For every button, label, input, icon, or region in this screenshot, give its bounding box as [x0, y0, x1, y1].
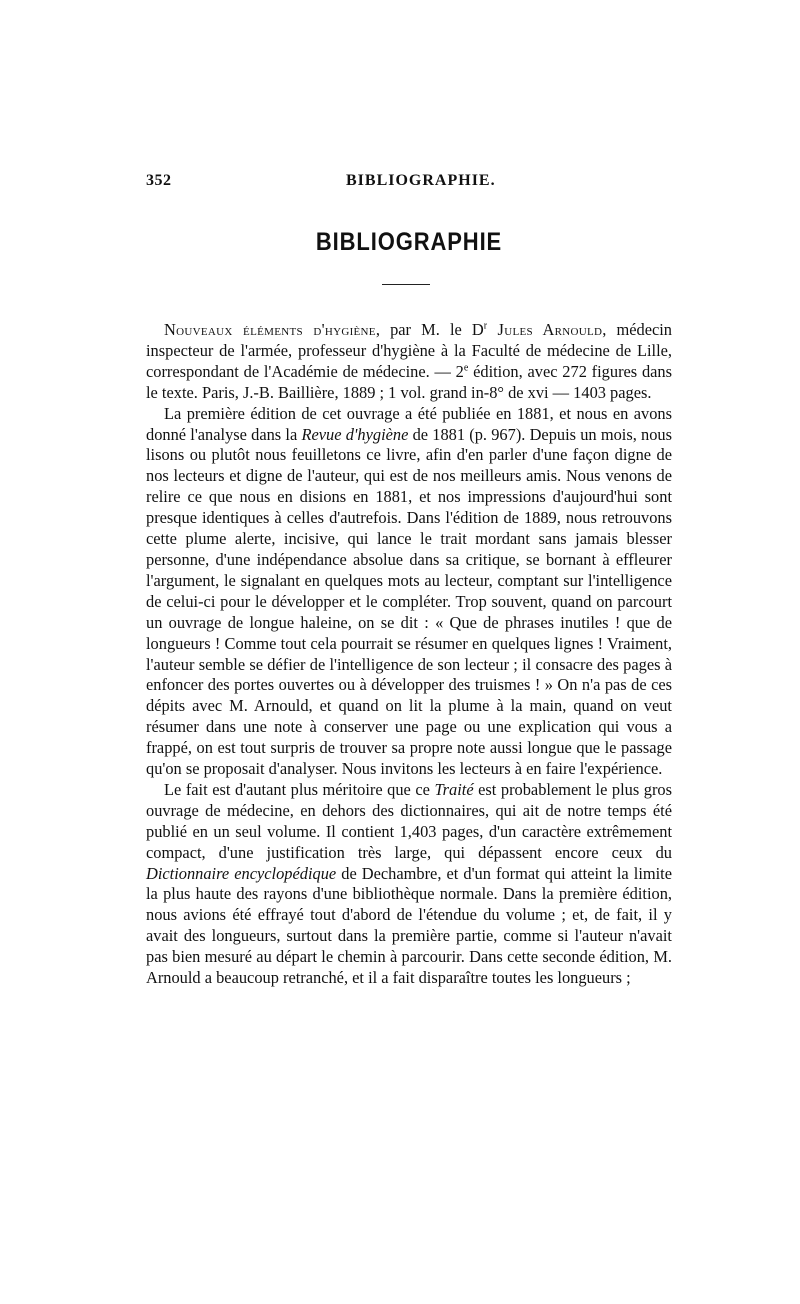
- paragraph-2-text-b: est probablement le plus gros ouvrage de médecine, en dehors des dictionnaires, qui ait de notre temps été publié en un seul volume. Il contient 1,403 pages, d'un caractère extrêmement compact, d'une justification très large, qui dépassent encore ceux du: [146, 779, 672, 862]
- book-title: Nouveaux éléments d'hygiène: [164, 320, 376, 339]
- paragraph-1-text-b: de 1881 (p. 967). Depuis un mois, nous lisons ou plutôt nous feuilletons ce livre, afin d'en parler d'une façon digne de nos lecteurs et digne de l'auteur, qui est de nos meilleurs amis. Nous venons de relire ce que nous en disions en 1881, et nos impressions d'aujourd'hui sont presque identiques à celles d'autrefois. Dans l'édition de 1889, nous retrouvons cette plume alerte, incisive, qui lance le trait mordant sans jamais blesser personne, d'une indépendance absolue dans sa critique, se bornant à effleurer l'argument, le signalant en quelques mots au lecteur, comptant sur l'intelligence de celui-ci pour le développer et le compléter. Trop souvent, quand on parcourt un ouvrage de longue haleine, on se dit : « Que de phrases inutiles ! que de longueurs ! Comme tout cela pourrait se résumer en quelques lignes ! Vraiment, l'auteur semble se défier de l'intelligence de son lecteur ; il consacre des pages à enfoncer des portes ouvertes ou à développer des truismes ! » On n'a pas de ces dépits avec M. Arnould, et quand on lit la plume à la main, quand on veut résumer dans une note à conserver une page ou une explication qui vous a frappé, on est tout surpris de trouver sa propre note aussi longue que le passage qu'on se proposait d'analyser. Nous invitons les lecteurs à en faire l'expérience.: [146, 424, 672, 779]
- dr-superscript: r: [483, 320, 488, 332]
- title-rule: [382, 284, 430, 285]
- entry-details: , médecin inspecteur de l'armée, professeur d'hygiène à la Faculté de médecine de Lille, correspondant de l'Académie de médecine. — 2: [146, 320, 672, 381]
- section-title: BIBLIOGRAPHIE: [315, 228, 503, 256]
- paragraph-2-text-c: de Dechambre, et d'un format qui atteint la limite la plus haute des rayons d'une bibliothèque normale. Dans la première édition, nous avions été effrayé tout d'abord de l'étendue du volume ; et, de fait, il y avait des longueurs, surtout dans la première partie, comme si l'auteur n'avait pas bien mesuré au départ le chemin à parcourir. Dans cette seconde édition, M. Arnould a beaucoup retranché, et il a fait disparaître toutes les longueurs ;: [146, 863, 673, 988]
- page-number: 352: [146, 172, 172, 189]
- dictionnaire-title: Dictionnaire encyclopédique: [146, 863, 337, 883]
- running-title: BIBLIOGRAPHIE.: [346, 172, 496, 189]
- journal-title: Revue d'hygiène: [301, 424, 409, 444]
- traite-word: Traité: [434, 779, 474, 799]
- entry-by: , par M. le D: [375, 320, 484, 339]
- paragraph-1-text-a: La première édition de cet ouvrage a été publiée en 1881, et nous en avons donné l'analyse dans la: [146, 403, 672, 444]
- author-name: Jules Arnould: [487, 320, 603, 339]
- entry-details-end: édition, avec 272 figures dans le texte. Paris, J.-B. Baillière, 1889 ; 1 vol. grand in-8° de xvi — 1403 pages.: [146, 361, 672, 402]
- article-body: [146, 320, 672, 989]
- paragraph-2: [146, 780, 672, 989]
- edition-superscript: e: [463, 362, 469, 374]
- paragraph-1: [146, 404, 672, 780]
- paragraph-2-text-a: Le fait est d'autant plus méritoire que ce: [164, 779, 435, 799]
- bibliographic-entry: [146, 320, 672, 404]
